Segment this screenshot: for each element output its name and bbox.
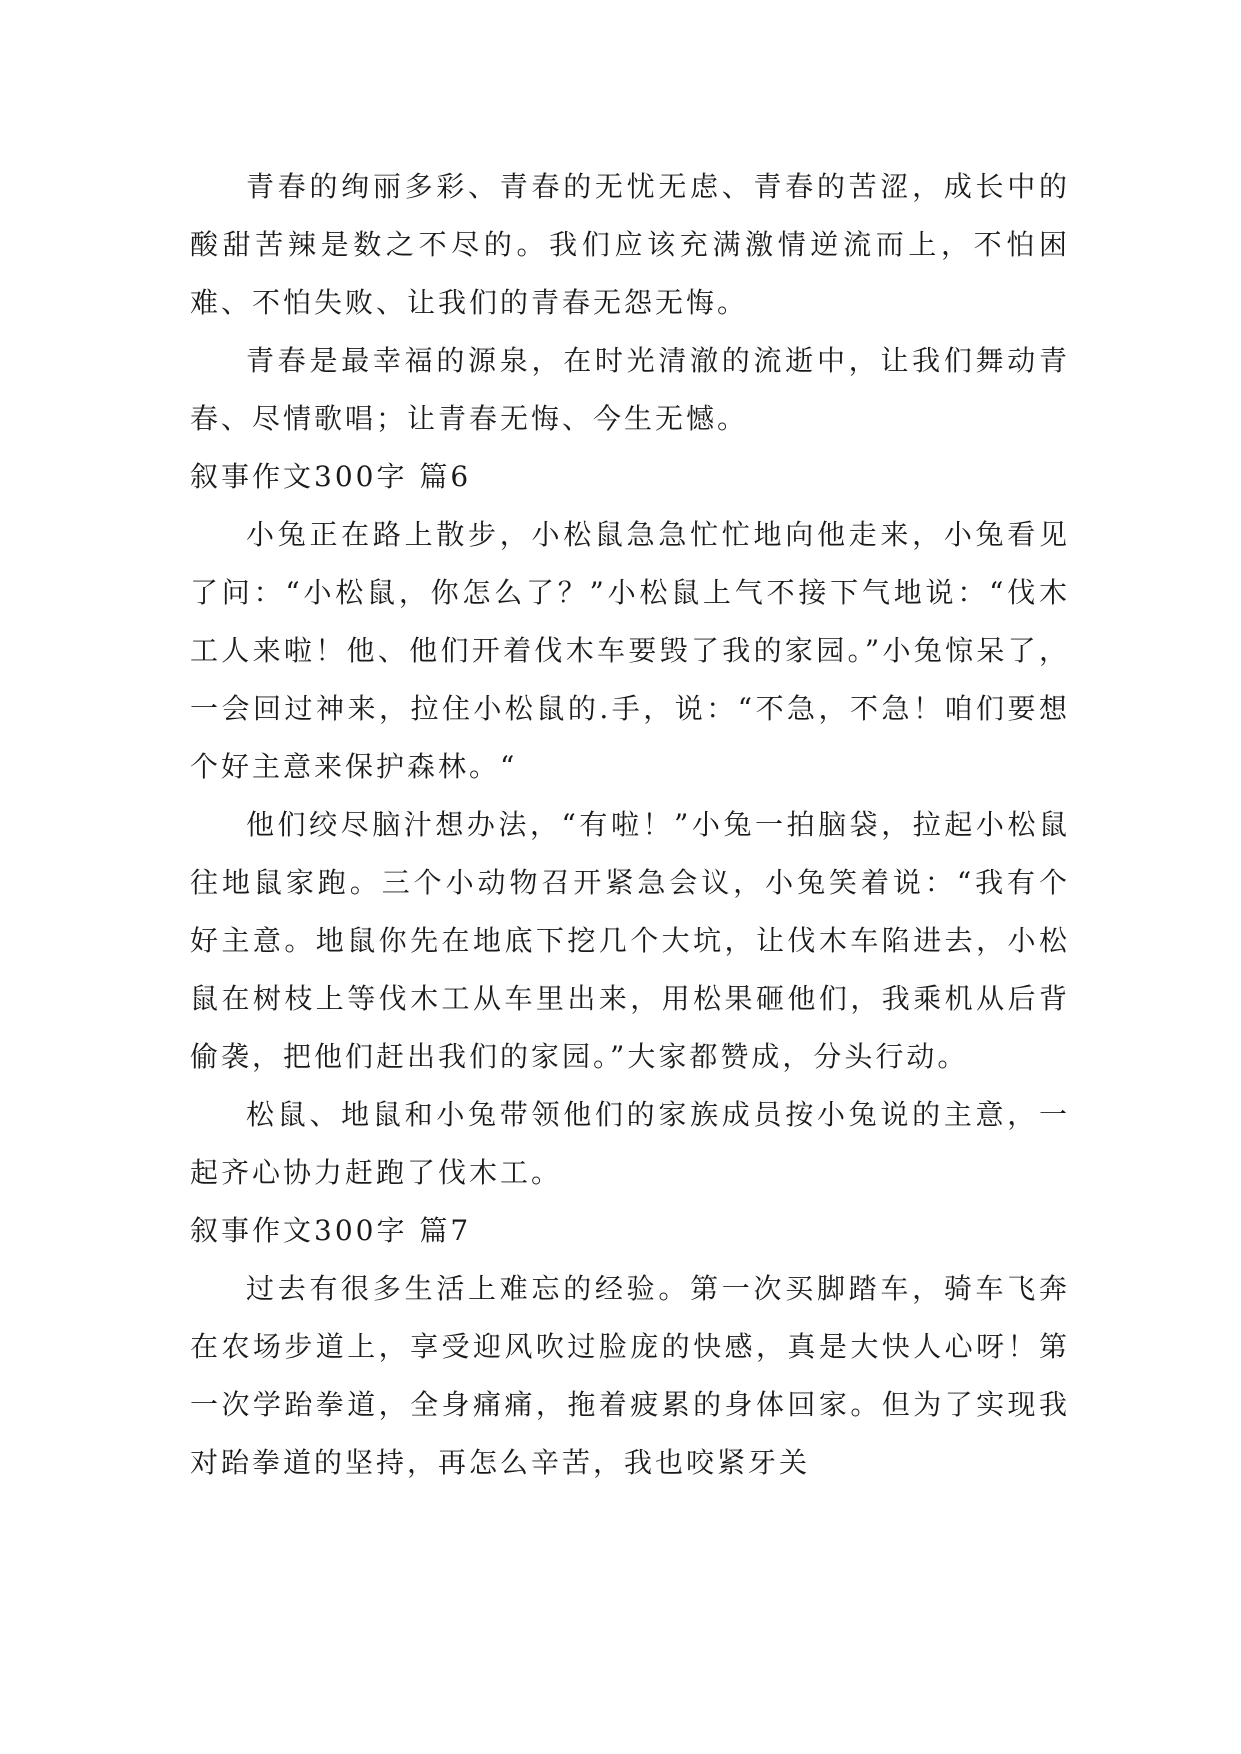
- paragraph: 青春的绚丽多彩、青春的无忧无虑、青春的苦涩，成长中的酸甜苦辣是数之不尽的。我们应该充满激情逆流而上，不怕困难、不怕失败、让我们的青春无怨无悔。: [190, 170, 1070, 319]
- section-heading: 叙事作文300字 篇7: [190, 1214, 472, 1247]
- paragraph: 小兔正在路上散步，小松鼠急急忙忙地向他走来，小兔看见了问：“小松鼠，你怎么了？”小松鼠上气不接下气地说：“伐木工人来啦！他、他们开着伐木车要毁了我的家园。”小兔惊呆了，一会回过神来，拉住小松鼠的.手，说：“不急，不急！咱们要想个好主意来保护森林。“: [190, 518, 1070, 783]
- paragraph: 他们绞尽脑汁想办法，“有啦！”小兔一拍脑袋，拉起小松鼠往地鼠家跑。三个小动物召开紧急会议，小兔笑着说：“我有个好主意。地鼠你先在地底下挖几个大坑，让伐木车陷进去，小松鼠在树枝上等伐木工从车里出来，用松果砸他们，我乘机从后背偷袭，把他们赶出我们的家园。”大家都赞成，分头行动。: [190, 808, 1070, 1073]
- section-heading: 叙事作文300字 篇6: [190, 460, 472, 493]
- paragraph: 松鼠、地鼠和小兔带领他们的家族成员按小兔说的主意，一起齐心协力赶跑了伐木工。: [190, 1098, 1070, 1189]
- document-body: [190, 158, 1070, 1492]
- paragraph: 青春是最幸福的源泉，在时光清澈的流逝中，让我们舞动青春、尽情歌唱；让青春无悔、今生无憾。: [190, 344, 1070, 435]
- paragraph: 过去有很多生活上难忘的经验。第一次买脚踏车，骑车飞奔在农场步道上，享受迎风吹过脸庞的快感，真是大快人心呀！第一次学跆拳道，全身痛痛，拖着疲累的身体回家。但为了实现我对跆拳道的坚持，再怎么辛苦，我也咬紧牙关: [190, 1272, 1070, 1479]
